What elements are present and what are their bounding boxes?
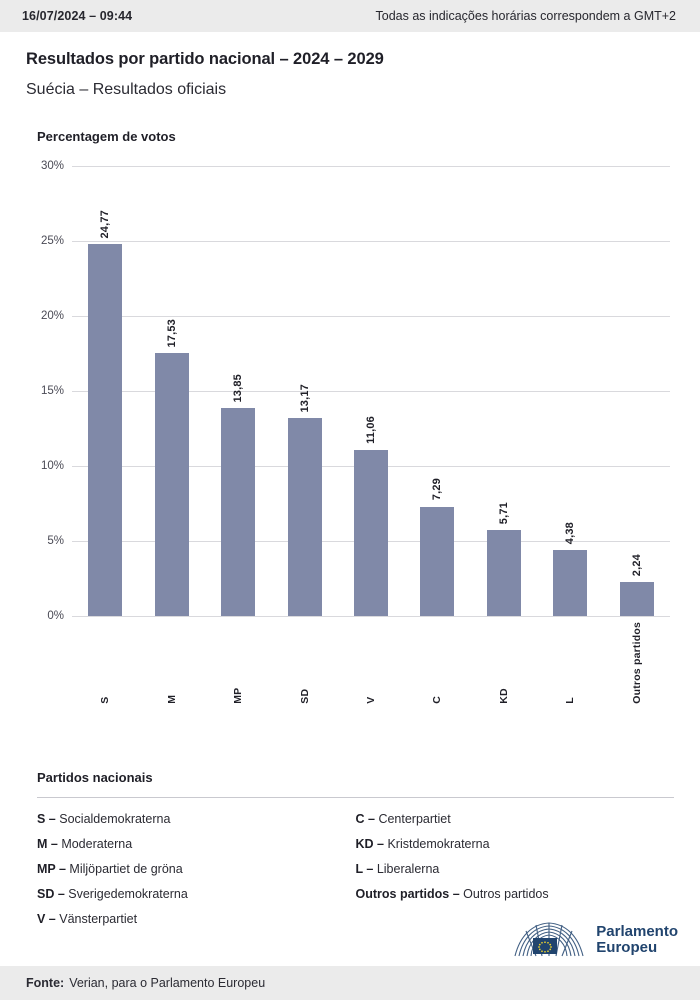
- x-axis-tick-label: KD: [497, 688, 510, 704]
- y-axis-tick-label: 25%: [40, 235, 64, 247]
- party-abbreviation: C –: [355, 812, 379, 826]
- party-legend-item: [356, 812, 675, 826]
- bar: [88, 244, 122, 616]
- parties-title: Partidos nacionais: [37, 770, 153, 785]
- bar-column: [604, 166, 670, 616]
- party-full-name: Miljöpartiet de gröna: [69, 862, 183, 876]
- bar-value-label: 17,53: [165, 318, 178, 348]
- y-axis-tick-label: 0%: [47, 610, 64, 622]
- bar-value-label: 13,85: [232, 373, 245, 403]
- party-abbreviation: MP –: [37, 862, 70, 876]
- x-axis-label-cell: [138, 622, 204, 704]
- bar: [354, 450, 388, 616]
- bar: [487, 530, 521, 616]
- timestamp-label: 16/07/2024 – 09:44: [22, 9, 133, 23]
- x-axis-label-cell: [271, 622, 337, 704]
- bar-value-label: 7,29: [431, 478, 444, 501]
- x-axis-tick-label: S: [99, 696, 112, 704]
- bar-value-label: 13,17: [298, 383, 311, 413]
- x-axis-label-cell: [404, 622, 470, 704]
- x-axis-tick-label: Outros partidos: [630, 622, 643, 704]
- x-axis-label-cell: [604, 622, 670, 704]
- chart-container: [26, 160, 674, 726]
- y-axis-tick-label: 20%: [40, 310, 64, 322]
- chart-bars: [72, 166, 670, 616]
- source-text: Verian, para o Parlamento Europeu: [69, 976, 266, 990]
- bar-value-label: 5,71: [497, 502, 510, 525]
- bar-value-label: 2,24: [630, 554, 643, 577]
- party-legend-item: [356, 837, 675, 851]
- party-legend-item: [37, 912, 356, 926]
- bar-column: [205, 166, 271, 616]
- bar-value-label: 24,77: [99, 209, 112, 239]
- source-label: Fonte:: [26, 976, 65, 990]
- bar-column: [537, 166, 603, 616]
- bar-column: [72, 166, 138, 616]
- party-full-name: Outros partidos: [463, 887, 549, 901]
- bar-column: [471, 166, 537, 616]
- x-axis-label-cell: [471, 622, 537, 704]
- bar-column: [404, 166, 470, 616]
- x-axis-label-cell: [537, 622, 603, 704]
- party-full-name: Sverigedemokraterna: [68, 887, 188, 901]
- chart-x-axis-labels: [72, 622, 670, 704]
- party-abbreviation: SD –: [37, 887, 69, 901]
- bar-value-label: 11,06: [364, 416, 377, 445]
- party-abbreviation: L –: [355, 862, 377, 876]
- header-block: [0, 32, 700, 144]
- parliament-emblem-icon: [512, 918, 586, 962]
- x-axis-label-cell: [205, 622, 271, 704]
- party-legend-item: [37, 837, 356, 851]
- chart-title: Percentagem de votos: [37, 129, 176, 144]
- top-status-bar: [0, 0, 700, 32]
- bar: [221, 408, 255, 616]
- page-subtitle: Suécia – Resultados oficiais: [26, 81, 227, 98]
- logo-line-2: Europeu: [596, 939, 658, 956]
- timezone-note: Todas as indicações horárias correspondem a GMT+2: [375, 9, 676, 23]
- bar-column: [271, 166, 337, 616]
- bar: [420, 507, 454, 616]
- party-full-name: Moderaterna: [61, 837, 133, 851]
- party-full-name: Vänsterpartiet: [59, 912, 138, 926]
- party-full-name: Centerpartiet: [378, 812, 451, 826]
- party-legend-item: [356, 887, 675, 901]
- y-axis-tick-label: 5%: [47, 535, 64, 547]
- party-full-name: Socialdemokraterna: [59, 812, 171, 826]
- chart-plot-area: [40, 160, 670, 622]
- x-axis-tick-label: SD: [298, 688, 311, 704]
- party-abbreviation: M –: [37, 837, 62, 851]
- party-abbreviation: KD –: [355, 837, 388, 851]
- parties-divider: [37, 797, 674, 798]
- page-title: Resultados por partido nacional – 2024 – 2029: [26, 50, 384, 68]
- party-legend-item: [356, 862, 675, 876]
- x-axis-tick-label: MP: [232, 687, 245, 704]
- bar-value-label: 4,38: [564, 522, 577, 545]
- party-full-name: Kristdemokraterna: [387, 837, 490, 851]
- party-abbreviation: S –: [37, 812, 60, 826]
- bar: [288, 418, 322, 616]
- x-axis-tick-label: C: [431, 695, 444, 704]
- bar: [620, 582, 654, 616]
- party-abbreviation: V –: [37, 912, 60, 926]
- y-axis-tick-label: 10%: [40, 460, 64, 472]
- x-axis-tick-label: M: [165, 694, 178, 704]
- party-full-name: Liberalerna: [376, 862, 440, 876]
- parties-section: [26, 770, 674, 937]
- bar-column: [138, 166, 204, 616]
- parliament-logo: [512, 918, 678, 962]
- bar: [553, 550, 587, 616]
- parliament-logo-text: [596, 924, 678, 956]
- x-axis-tick-label: V: [364, 696, 377, 704]
- x-axis-label-cell: [338, 622, 404, 704]
- y-axis-tick-label: 15%: [40, 385, 64, 397]
- x-axis-tick-label: L: [564, 697, 577, 704]
- footer-source-bar: [0, 966, 700, 1000]
- party-legend-item: [37, 887, 356, 901]
- party-legend-item: [37, 862, 356, 876]
- party-legend-item: [37, 812, 356, 826]
- bar: [155, 353, 189, 616]
- party-abbreviation: Outros partidos –: [355, 887, 464, 901]
- bar-column: [338, 166, 404, 616]
- logo-line-1: Parlamento: [596, 923, 678, 941]
- parties-column-left: [37, 812, 356, 937]
- x-axis-label-cell: [72, 622, 138, 704]
- y-axis-tick-label: 30%: [40, 160, 64, 172]
- gridline: [47, 610, 670, 622]
